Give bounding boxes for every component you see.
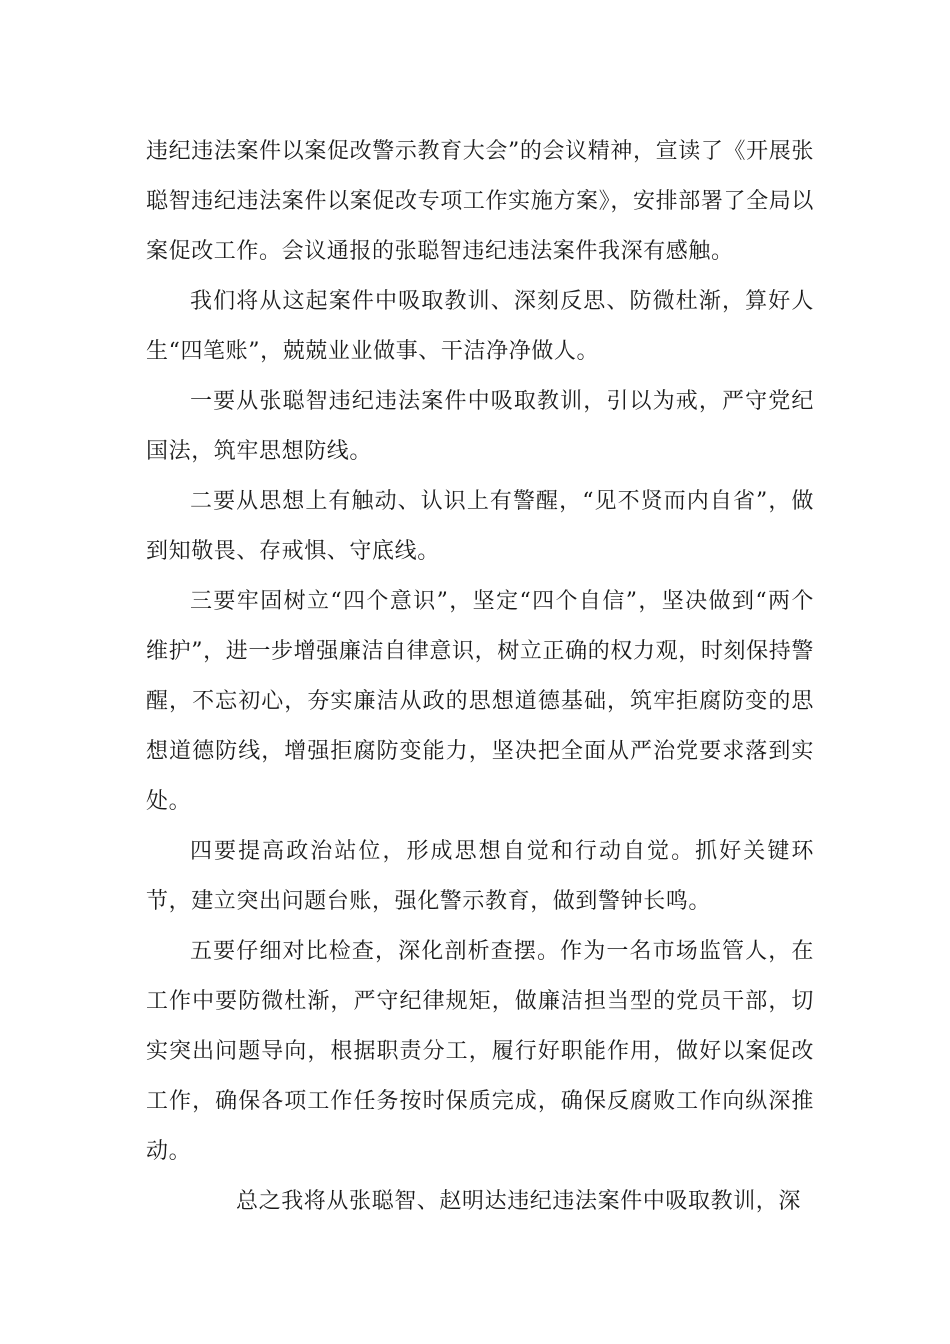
paragraph-point-five: 五要仔细对比检查，深化剖析查摆。作为一名市场监管人，在工作中要防微杜渐，严守纪律规矩，做廉洁担当型的党员干部，切实突出问题导向，根据职责分工，履行好职能作用，做好以案促改工作，确保各项工作任务按时保质完成，确保反腐败工作向纵深推动。	[146, 939, 814, 1164]
document-body	[146, 127, 814, 1227]
paragraph-point-three: 三要牢固树立“四个意识”，坚定“四个自信”，坚决做到“两个维护”，进一步增强廉洁自律意识，树立正确的权力观，时刻保持警醒，不忘初心，夯实廉洁从政的思想道德基础，筑牢拒腐防变的思想道德防线，增强拒腐防变能力，坚决把全面从严治党要求落到实处。	[146, 589, 814, 814]
paragraph-point-four: 四要提高政治站位，形成思想自觉和行动自觉。抓好关键环节，建立突出问题台账，强化警示教育，做到警钟长鸣。	[146, 839, 814, 914]
paragraph-summary: 总之我将从张聪智、赵明达违纪违法案件中吸取教训，深	[236, 1189, 802, 1214]
paragraph-continuation: 违纪违法案件以案促改警示教育大会”的会议精神，宣读了《开展张聪智违纪违法案件以案促改专项工作实施方案》，安排部署了全局以案促改工作。会议通报的张聪智违纪违法案件我深有感触。	[146, 139, 814, 264]
paragraph-point-one: 一要从张聪智违纪违法案件中吸取教训，引以为戒，严守党纪国法，筑牢思想防线。	[146, 389, 814, 464]
paragraph-point-two: 二要从思想上有触动、认识上有警醒，“见不贤而内自省”，做到知敬畏、存戒惧、守底线。	[146, 489, 814, 564]
paragraph-lessons: 我们将从这起案件中吸取教训、深刻反思、防微杜渐，算好人生“四笔账”，兢兢业业做事、干洁净净做人。	[146, 289, 814, 364]
